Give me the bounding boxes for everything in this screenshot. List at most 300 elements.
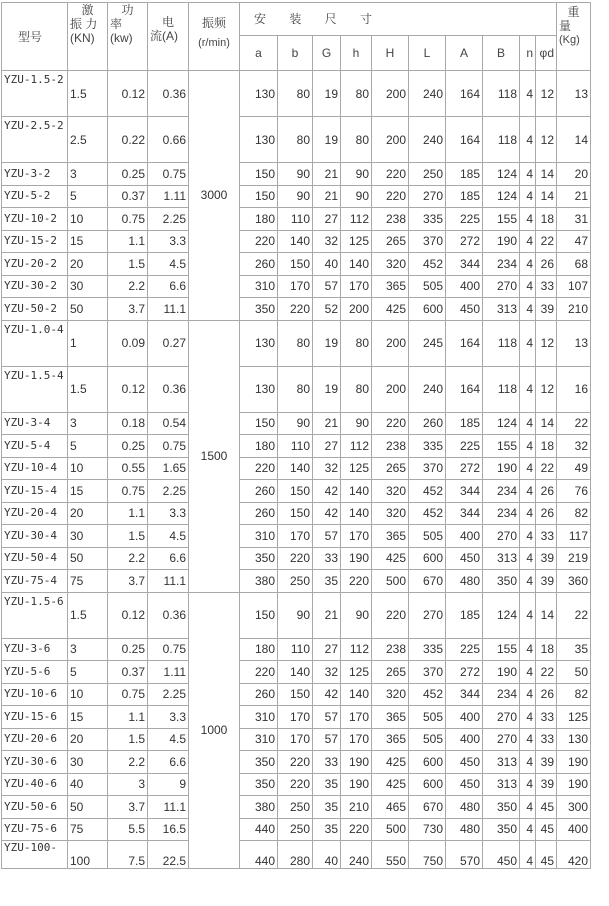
force-cell: 1.5 [68,71,108,117]
dim-cell-b: 250 [278,818,313,841]
dim-cell-h: 140 [341,253,372,276]
dim-cell-g: 27 [313,435,341,458]
current-cell: 2.25 [148,480,189,503]
dim-cell-n: 4 [520,71,536,117]
table-row [2,796,591,819]
dim-cell-l: 730 [409,818,446,841]
dim-cell-bb: 234 [483,683,520,706]
model-cell: YZU-15-2 [2,230,68,253]
force-cell: 20 [68,728,108,751]
dim-cell-n: 4 [520,480,536,503]
dim-cell-weight: 35 [557,638,591,661]
model-cell: YZU-10-2 [2,208,68,231]
force-cell: 1.5 [68,592,108,638]
dim-cell-aa: 450 [446,773,483,796]
table-row [2,208,591,231]
dim-cell-g: 52 [313,298,341,321]
model-cell: YZU-1.0-4 [2,320,68,366]
dim-cell-h: 125 [341,457,372,480]
power-header-top: 功 [121,3,134,17]
dim-cell-a: 260 [240,502,278,525]
dim-cell-weight: 13 [557,71,591,117]
dim-cell-n: 4 [520,592,536,638]
dim-cell-g: 21 [313,412,341,435]
power-cell: 0.12 [108,366,148,412]
dim-cell-g: 32 [313,230,341,253]
current-header-mid: 流(A) [150,29,178,43]
model-cell: YZU-30-6 [2,751,68,774]
dim-cell-hh: 425 [372,773,409,796]
dim-cell-hh: 238 [372,638,409,661]
power-cell: 1.5 [108,525,148,548]
dim-cell-h: 200 [341,298,372,321]
dim-cell-aa: 164 [446,71,483,117]
current-cell: 3.3 [148,502,189,525]
dim-cell-h: 220 [341,818,372,841]
dim-cell-n: 4 [520,525,536,548]
dim-header-cell: G [313,36,341,71]
power-cell: 3 [108,773,148,796]
power-cell: 0.25 [108,435,148,458]
dim-cell-bb: 313 [483,751,520,774]
dim-cell-g: 19 [313,366,341,412]
force-cell: 30 [68,275,108,298]
dim-cell-b: 110 [278,208,313,231]
dim-cell-aa: 400 [446,275,483,298]
table-row [2,773,591,796]
dim-cell-aa: 272 [446,457,483,480]
model-cell: YZU-40-6 [2,773,68,796]
dim-cell-g: 21 [313,592,341,638]
power-header-mid: 率 [110,17,123,31]
dim-cell-bb: 118 [483,71,520,117]
dim-cell-a: 260 [240,253,278,276]
dim-cell-a: 350 [240,547,278,570]
dim-cell-l: 452 [409,253,446,276]
dim-cell-g: 42 [313,683,341,706]
dim-cell-g: 35 [313,570,341,593]
power-cell: 3.7 [108,298,148,321]
dim-cell-d: 45 [536,818,557,841]
model-cell: YZU-3-4 [2,412,68,435]
dim-cell-hh: 265 [372,230,409,253]
dim-cell-aa: 480 [446,796,483,819]
dim-cell-aa: 185 [446,185,483,208]
dim-cell-b: 80 [278,366,313,412]
dim-cell-d: 22 [536,230,557,253]
dim-cell-g: 42 [313,480,341,503]
current-header-top: 电 [161,15,174,29]
dim-cell-d: 39 [536,547,557,570]
dim-cell-weight: 190 [557,751,591,774]
dim-cell-n: 4 [520,435,536,458]
dim-header-cell: A [446,36,483,71]
dim-cell-hh: 465 [372,796,409,819]
dim-cell-h: 90 [341,185,372,208]
dim-cell-d: 39 [536,298,557,321]
current-cell: 3.3 [148,706,189,729]
dim-cell-h: 125 [341,661,372,684]
force-cell: 50 [68,547,108,570]
dim-cell-b: 90 [278,592,313,638]
dim-cell-bb: 118 [483,366,520,412]
table-row [2,230,591,253]
dim-header-cell: h [341,36,372,71]
table-row [2,71,591,117]
power-cell: 0.22 [108,117,148,163]
dim-cell-g: 32 [313,457,341,480]
dim-cell-bb: 313 [483,773,520,796]
dim-cell-hh: 265 [372,661,409,684]
dim-cell-aa: 272 [446,230,483,253]
dim-cell-g: 19 [313,117,341,163]
model-cell: YZU-50-4 [2,547,68,570]
dim-cell-bb: 234 [483,253,520,276]
dim-cell-bb: 350 [483,570,520,593]
dim-cell-weight: 219 [557,547,591,570]
current-cell: 6.6 [148,275,189,298]
dim-cell-bb: 124 [483,163,520,186]
dim-cell-a: 310 [240,525,278,548]
dim-cell-d: 33 [536,706,557,729]
dim-cell-hh: 550 [372,841,409,869]
dim-cell-l: 505 [409,525,446,548]
table-row [2,253,591,276]
power-header-unit: (kw) [110,31,133,45]
dim-cell-d: 26 [536,253,557,276]
dim-cell-hh: 220 [372,412,409,435]
dim-cell-weight: 210 [557,298,591,321]
dim-cell-a: 440 [240,818,278,841]
dim-cell-h: 112 [341,435,372,458]
dim-cell-hh: 200 [372,117,409,163]
dim-cell-b: 170 [278,275,313,298]
dim-cell-d: 18 [536,435,557,458]
model-cell: YZU-5-2 [2,185,68,208]
dim-cell-b: 220 [278,751,313,774]
dim-cell-a: 380 [240,796,278,819]
dim-cell-d: 26 [536,480,557,503]
spec-table [1,2,591,869]
dim-cell-g: 33 [313,751,341,774]
current-cell: 3.3 [148,230,189,253]
model-cell: YZU-20-4 [2,502,68,525]
dim-cell-h: 220 [341,570,372,593]
table-row [2,547,591,570]
power-cell: 2.2 [108,275,148,298]
current-cell: 1.11 [148,661,189,684]
dim-cell-h: 140 [341,502,372,525]
force-cell: 30 [68,525,108,548]
dim-cell-l: 270 [409,185,446,208]
freq-cell: 1500 [189,320,240,592]
dim-cell-n: 4 [520,841,536,869]
power-cell: 1.5 [108,253,148,276]
dim-cell-aa: 480 [446,570,483,593]
table-row [2,525,591,548]
dim-cell-weight: 76 [557,480,591,503]
dim-cell-bb: 124 [483,412,520,435]
table-row [2,683,591,706]
dim-cell-g: 32 [313,661,341,684]
dim-cell-b: 140 [278,230,313,253]
dim-cell-hh: 220 [372,163,409,186]
freq-header-unit: (r/min) [198,37,230,49]
dim-cell-n: 4 [520,773,536,796]
dim-cell-n: 4 [520,661,536,684]
dim-cell-hh: 320 [372,683,409,706]
model-cell: YZU-5-4 [2,435,68,458]
header-row-1 [2,3,591,36]
force-cell: 10 [68,457,108,480]
dim-cell-weight: 117 [557,525,591,548]
table-row [2,706,591,729]
dim-cell-a: 150 [240,185,278,208]
dim-cell-aa: 344 [446,480,483,503]
dim-cell-a: 180 [240,208,278,231]
force-cell: 50 [68,796,108,819]
power-cell: 1.1 [108,502,148,525]
dim-cell-n: 4 [520,570,536,593]
dim-cell-aa: 185 [446,592,483,638]
dim-cell-a: 350 [240,773,278,796]
dim-cell-h: 80 [341,320,372,366]
dim-cell-b: 110 [278,638,313,661]
power-cell: 1.5 [108,728,148,751]
current-cell: 11.1 [148,570,189,593]
power-cell: 0.75 [108,208,148,231]
dim-cell-b: 80 [278,71,313,117]
dim-cell-weight: 50 [557,661,591,684]
dim-cell-weight: 32 [557,435,591,458]
dim-cell-n: 4 [520,796,536,819]
table-row [2,117,591,163]
current-cell: 6.6 [148,547,189,570]
dim-cell-hh: 425 [372,298,409,321]
dim-cell-aa: 272 [446,661,483,684]
dim-cell-l: 670 [409,570,446,593]
current-cell: 0.36 [148,366,189,412]
dim-cell-aa: 570 [446,841,483,869]
dim-cell-hh: 220 [372,592,409,638]
force-cell: 3 [68,638,108,661]
dim-cell-bb: 313 [483,298,520,321]
force-cell: 75 [68,570,108,593]
dim-cell-g: 57 [313,706,341,729]
dim-cell-h: 170 [341,275,372,298]
dim-cell-aa: 450 [446,298,483,321]
dim-cell-a: 310 [240,706,278,729]
dim-cell-b: 150 [278,502,313,525]
dim-cell-d: 14 [536,412,557,435]
current-cell: 0.36 [148,592,189,638]
dim-cell-b: 80 [278,117,313,163]
table-row [2,570,591,593]
table-row [2,275,591,298]
model-cell: YZU-1.5-2 [2,71,68,117]
dim-cell-g: 21 [313,185,341,208]
force-cell: 1 [68,320,108,366]
dim-cell-l: 452 [409,683,446,706]
dim-cell-h: 170 [341,706,372,729]
dim-cell-a: 440 [240,841,278,869]
power-cell: 0.37 [108,661,148,684]
dim-cell-l: 240 [409,117,446,163]
dim-cell-n: 4 [520,230,536,253]
dim-cell-g: 35 [313,818,341,841]
dim-cell-weight: 190 [557,773,591,796]
dim-cell-bb: 234 [483,502,520,525]
dim-header-cell: n [520,36,536,71]
table-row [2,412,591,435]
dim-cell-n: 4 [520,638,536,661]
dim-cell-bb: 190 [483,661,520,684]
dim-cell-bb: 124 [483,592,520,638]
dim-cell-d: 12 [536,71,557,117]
dim-cell-aa: 225 [446,208,483,231]
dim-cell-weight: 300 [557,796,591,819]
dim-cell-b: 140 [278,661,313,684]
power-cell: 0.25 [108,638,148,661]
dim-cell-aa: 344 [446,502,483,525]
model-cell: YZU-2.5-2 [2,117,68,163]
power-cell: 0.12 [108,71,148,117]
force-cell: 15 [68,480,108,503]
force-cell: 5 [68,661,108,684]
dim-cell-h: 80 [341,71,372,117]
power-cell: 2.2 [108,751,148,774]
current-cell: 4.5 [148,728,189,751]
dim-cell-aa: 450 [446,547,483,570]
model-cell: YZU-50-2 [2,298,68,321]
dim-cell-b: 220 [278,298,313,321]
dim-cell-aa: 400 [446,525,483,548]
dim-cell-bb: 270 [483,706,520,729]
current-cell: 0.66 [148,117,189,163]
dim-cell-aa: 164 [446,117,483,163]
dim-cell-weight: 49 [557,457,591,480]
dim-cell-weight: 82 [557,683,591,706]
dim-cell-l: 600 [409,773,446,796]
dim-cell-weight: 68 [557,253,591,276]
dim-cell-weight: 360 [557,570,591,593]
dim-cell-bb: 350 [483,796,520,819]
dim-cell-l: 335 [409,208,446,231]
dim-cell-b: 250 [278,570,313,593]
dim-cell-a: 220 [240,230,278,253]
power-cell: 5.5 [108,818,148,841]
dim-cell-a: 180 [240,435,278,458]
current-cell: 2.25 [148,208,189,231]
power-cell: 0.09 [108,320,148,366]
dim-cell-g: 27 [313,638,341,661]
dim-cell-b: 170 [278,525,313,548]
table-row [2,435,591,458]
dim-cell-a: 350 [240,298,278,321]
dim-cell-l: 240 [409,366,446,412]
dim-cell-n: 4 [520,275,536,298]
table-row [2,661,591,684]
dim-cell-d: 33 [536,525,557,548]
table-row [2,592,591,638]
dim-cell-b: 150 [278,480,313,503]
dim-cell-b: 170 [278,728,313,751]
dim-cell-l: 750 [409,841,446,869]
model-cell: YZU-15-6 [2,706,68,729]
current-cell: 9 [148,773,189,796]
dim-cell-aa: 185 [446,412,483,435]
dim-cell-a: 150 [240,412,278,435]
dim-cell-l: 335 [409,638,446,661]
dim-cell-bb: 155 [483,638,520,661]
current-cell: 1.11 [148,185,189,208]
dim-cell-weight: 22 [557,592,591,638]
dim-cell-n: 4 [520,728,536,751]
table-row [2,298,591,321]
dim-cell-d: 26 [536,683,557,706]
dim-cell-hh: 200 [372,320,409,366]
dim-header-cell: φd [536,36,557,71]
dim-cell-aa: 450 [446,751,483,774]
dim-cell-d: 12 [536,366,557,412]
dim-cell-bb: 190 [483,230,520,253]
dim-cell-b: 110 [278,435,313,458]
current-cell: 11.1 [148,796,189,819]
dim-cell-g: 40 [313,841,341,869]
force-cell: 10 [68,683,108,706]
dim-cell-h: 80 [341,117,372,163]
dim-cell-n: 4 [520,163,536,186]
dim-cell-hh: 365 [372,706,409,729]
dim-cell-aa: 344 [446,253,483,276]
current-cell: 4.5 [148,525,189,548]
model-cell: YZU-15-4 [2,480,68,503]
model-cell: YZU-100- [2,841,68,869]
dim-cell-h: 190 [341,547,372,570]
force-cell: 1.5 [68,366,108,412]
dim-cell-l: 452 [409,480,446,503]
force-cell: 5 [68,435,108,458]
model-cell: YZU-3-6 [2,638,68,661]
dim-cell-aa: 225 [446,638,483,661]
model-cell: YZU-3-2 [2,163,68,186]
dim-cell-aa: 400 [446,728,483,751]
current-cell: 0.36 [148,71,189,117]
dim-cell-n: 4 [520,706,536,729]
dim-cell-l: 505 [409,706,446,729]
dim-cell-weight: 107 [557,275,591,298]
table-row [2,480,591,503]
dim-cell-hh: 500 [372,818,409,841]
dim-cell-n: 4 [520,818,536,841]
dim-cell-h: 190 [341,751,372,774]
dim-cell-hh: 425 [372,751,409,774]
weight-header-mid: 量 [559,19,572,33]
dim-cell-a: 130 [240,71,278,117]
spec-table-body [2,3,591,869]
dim-cell-a: 130 [240,117,278,163]
power-cell: 0.75 [108,683,148,706]
dim-cell-weight: 16 [557,366,591,412]
table-row [2,751,591,774]
current-cell: 1.65 [148,457,189,480]
dim-cell-g: 27 [313,208,341,231]
dim-cell-hh: 200 [372,71,409,117]
dim-cell-a: 130 [240,320,278,366]
table-row [2,185,591,208]
power-header [108,3,148,71]
model-cell: YZU-20-6 [2,728,68,751]
